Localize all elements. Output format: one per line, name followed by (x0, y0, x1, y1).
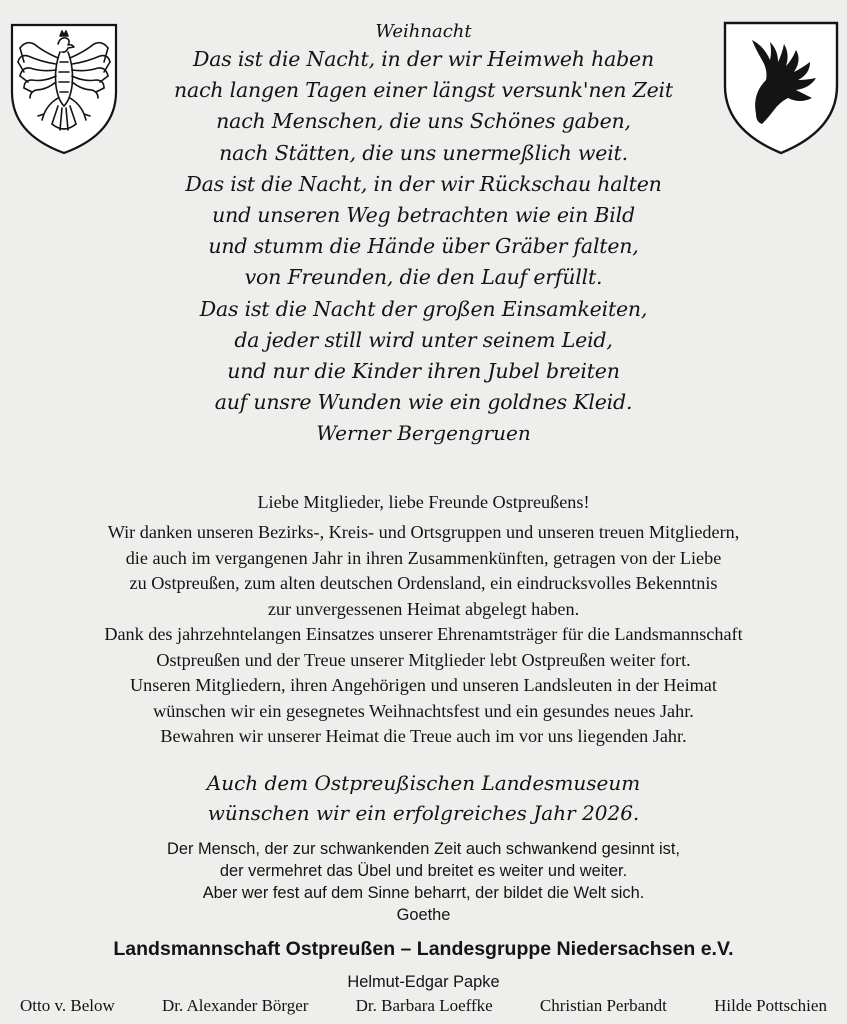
letter-line: Ostpreußen und der Treue unserer Mitglieder lebt Ostpreußen weiter fort. (156, 649, 691, 670)
letter-line: zu Ostpreußen, zum alten deutschen Ordensland, ein eindrucksvolles Bekenntnis (129, 573, 718, 593)
poem-line: nach langen Tagen einer längst versunk'nen Zeit (174, 78, 673, 103)
chairman-name: Helmut-Edgar Papke (347, 973, 500, 991)
museum-line: wünschen wir ein erfolgreiches Jahr 2026. (207, 801, 640, 825)
poem (120, 20, 727, 466)
letter-line: zur unvergessenen Heimat abgelegt haben. (267, 598, 580, 619)
goethe-quote (60, 838, 787, 926)
poem-line: nach Menschen, die uns Schönes gaben, (216, 109, 631, 134)
museum-line: Auch dem Ostpreußischen Landesmuseum (206, 771, 641, 795)
letter-line: Unseren Mitgliedern, ihren Angehörigen und unseren Landsleuten in der Heimat (130, 675, 717, 695)
poem-title: Weihnacht (375, 21, 472, 42)
poem-line: von Freunden, die den Lauf erfüllt. (244, 265, 603, 290)
quote-line: der vermehret das Übel und breitet es weiter und weiter. (219, 862, 628, 880)
poem-line: Das ist die Nacht, in der wir Rückschau halten (185, 171, 662, 196)
organization-name: Landsmannschaft Ostpreußen – Landesgruppe Niedersachsen e.V. (113, 938, 734, 960)
board-member: Christian Perbandt (539, 996, 667, 1015)
prussian-eagle-icon (8, 22, 120, 156)
poem-line: auf unsre Wunden wie ein goldnes Kleid. (214, 390, 633, 415)
letter-paragraph (20, 520, 827, 750)
letter-line: Wir danken unseren Bezirks-, Kreis- und Ortsgruppen und unseren treuen Mitgliedern, (107, 522, 740, 542)
board-members (20, 995, 827, 1017)
letter-line: Bewahren wir unserer Heimat die Treue auch im vor uns liegenden Jahr. (160, 726, 687, 746)
letter-line: Dank des jahrzehntelangen Einsatzes unserer Ehrenamtsträger für die Landsmannschaft (104, 624, 743, 644)
quote-line: Der Mensch, der zur schwankenden Zeit auch schwankend gesinnt ist, (167, 840, 680, 858)
poem-line: nach Stätten, die uns unermeßlich weit. (219, 140, 628, 165)
poem-line: und stumm die Hände über Gräber falten, (208, 234, 639, 259)
poem-author: Werner Bergengruen (316, 421, 531, 446)
board-member: Dr. Barbara Loeffke (355, 996, 493, 1015)
letter-line: die auch im vergangenen Jahr in ihren Zusammenkünften, getragen von der Liebe (125, 547, 722, 568)
poem-line: und nur die Kinder ihren Jubel breiten (227, 359, 620, 384)
poem-line: da jeder still wird unter seinem Leid, (234, 327, 613, 352)
letter-body (20, 490, 827, 750)
museum-wish (60, 768, 787, 828)
poem-line: und unseren Weg betrachten wie ein Bild (212, 203, 635, 228)
board-member: Otto v. Below (20, 996, 115, 1015)
letter-line: wünschen wir ein gesegnetes Weihnachtsfest und ein gesundes neues Jahr. (153, 700, 694, 721)
letter-greeting: Liebe Mitglieder, liebe Freunde Ostpreußens! (257, 492, 590, 512)
board-member: Dr. Alexander Börger (161, 996, 309, 1015)
poem-line: Das ist die Nacht, in der wir Heimweh haben (193, 47, 654, 71)
poem-line: Das ist die Nacht der großen Einsamkeiten, (199, 296, 648, 321)
quote-line: Aber wer fest auf dem Sinne beharrt, der bildet die Welt sich. (202, 884, 645, 902)
board-member: Hilde Pottschien (714, 996, 827, 1015)
quote-author: Goethe (396, 906, 451, 924)
elk-antler-shield-icon (722, 20, 840, 156)
